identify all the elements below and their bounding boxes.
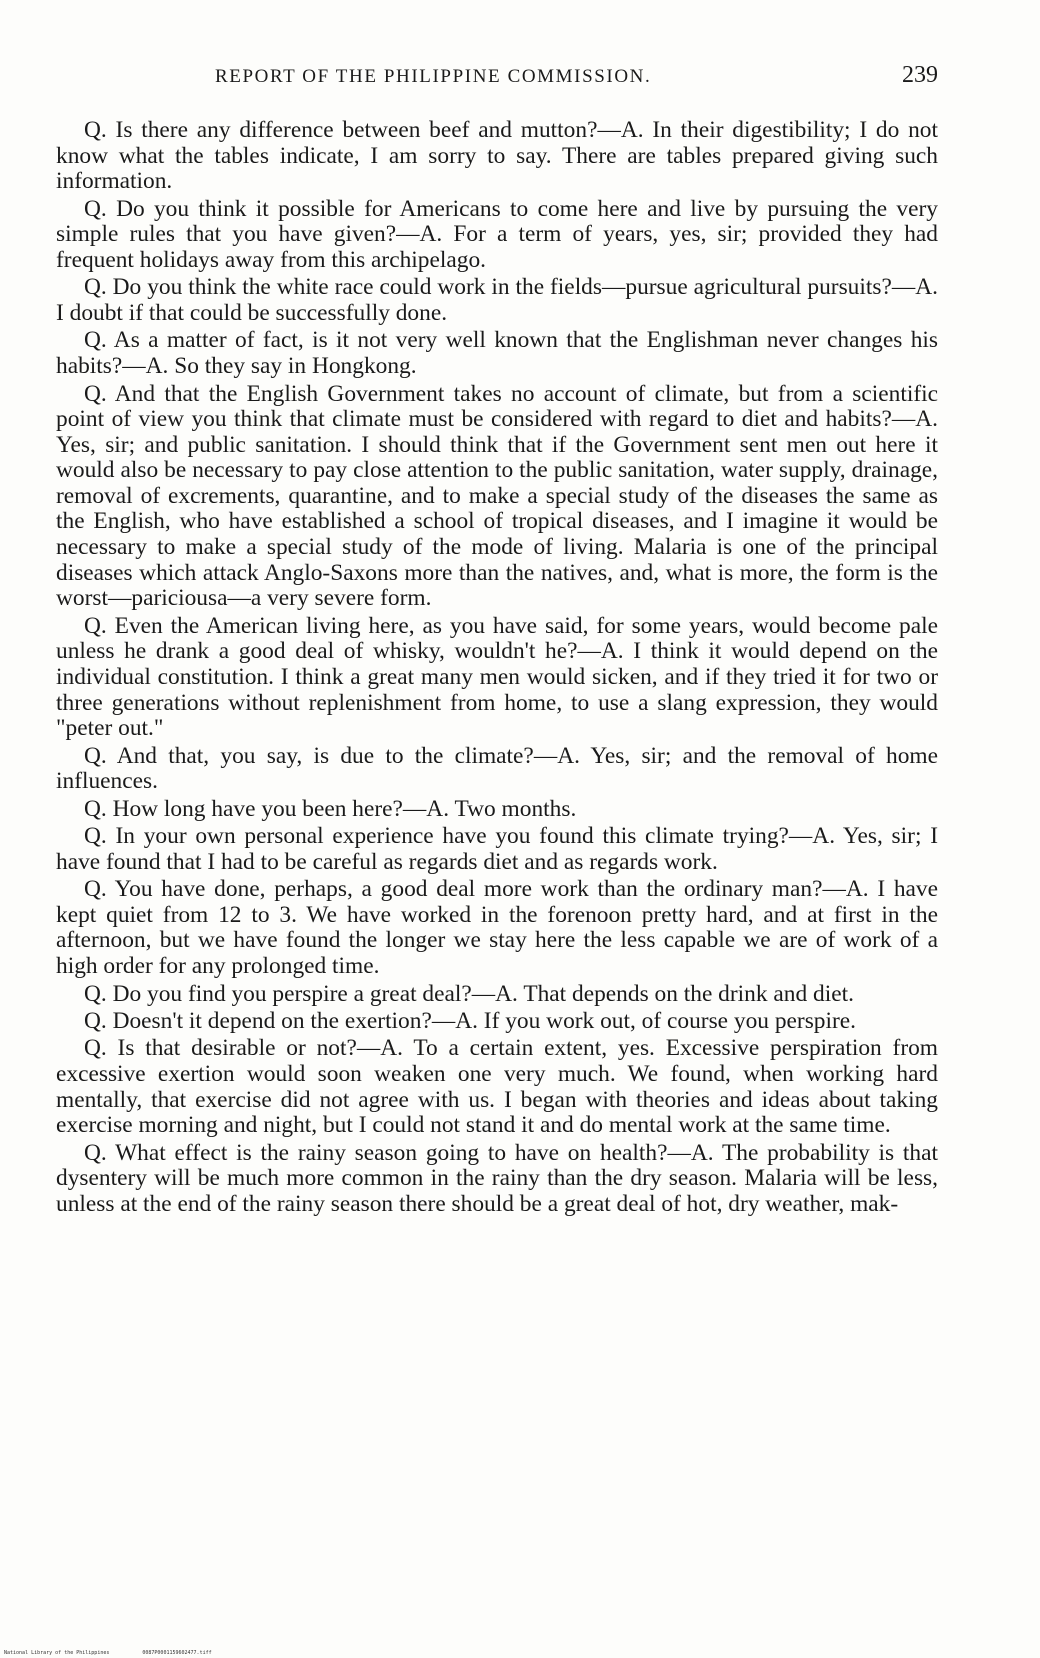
page-number: 239	[902, 62, 938, 88]
paragraph: Q. Doesn't it depend on the exertion?—A. If you work out, of course you perspire.	[84, 1007, 857, 1034]
paragraph: Q. Do you think it possible for Americans to come here and live by pursuing the very simple rules that you have given?—A. For a term of years, yes, sir; provided they had frequent holidays away from this archipelago.	[56, 195, 938, 273]
body-text	[56, 118, 938, 1219]
paragraph: Q. And that, you say, is due to the climate?—A. Yes, sir; and the removal of home influences.	[56, 742, 938, 795]
paragraph: Q. Is that desirable or not?—A. To a certain extent, yes. Excessive perspiration from excessive exertion would soon weaken one very much. We found, when working hard mentally, that exercise did not agree with us. I began with theories and ideas about taking exercise morning and night, but I could not stand it and do mental work at the same time.	[56, 1035, 938, 1139]
paragraph: Q. And that the English Government takes no account of climate, but from a scientific point of view you think that climate must be considered with regard to diet and habits?—A. Yes, sir; and public sanitation. I should think that if the Government sent men out here it would also be necessary to pay close attention to the public sanitation, water supply, drainage, removal of excrements, quarantine, and to make a special study of the diseases the same as the English, who have established a school of tropical diseases, and I imagine it would be necessary to make a special study of the mode of living. Malaria is one of the principal diseases which attack Anglo-Saxons more than the natives, and, what is more, the form is the worst—pariciousa—a very severe form.	[56, 380, 938, 612]
paragraph: Q. You have done, perhaps, a good deal more work than the ordinary man?—A. I have kept quiet from 12 to 3. We have worked in the forenoon pretty hard, and at first in the afternoon, but we have found the longer we stay here the less capable we are of work of a high order for any prolonged time.	[56, 876, 938, 980]
paragraph: Q. Even the American living here, as you have said, for some years, would become pale unless he drank a good deal of whisky, wouldn't he?—A. I think it would depend on the individual constitution. I think a great many men would sicken, and if they tried it for two or three generations without replenishment from home, to use a slang expression, they would "peter out."	[56, 612, 938, 742]
scan-footer	[4, 1650, 242, 1656]
paragraph: Q. How long have you been here?—A. Two months.	[84, 795, 577, 822]
library-credit: National Library of the Philippines	[4, 1650, 110, 1656]
running-head: REPORT OF THE PHILIPPINE COMMISSION.	[215, 66, 652, 87]
paragraph: Q. Do you find you perspire a great deal?—A. That depends on the drink and diet.	[84, 980, 854, 1007]
page-header	[58, 60, 938, 94]
paragraph: Q. As a matter of fact, is it not very well known that the Englishman never changes his habits?—A. So they say in Hongkong.	[56, 327, 938, 380]
paragraph: Q. Is there any difference between beef and mutton?—A. In their digestibility; I do not know what the tables indicate, I am sorry to say. There are tables prepared giving such information.	[56, 117, 938, 195]
paragraph: Q. Do you think the white race could work in the fields—pursue agricultural pursuits?—A. I doubt if that could be successfully done.	[56, 274, 938, 326]
paragraph: Q. In your own personal experience have you found this climate trying?—A. Yes, sir; I have found that I had to be careful as regards diet and as regards work.	[56, 823, 938, 875]
paragraph: Q. What effect is the rainy season going to have on health?—A. The probability is that dysentery will be much more common in the rainy than the dry season. Malaria will be less, unless at the end of the rainy season there should be a great deal of hot, dry weather, mak-	[56, 1139, 938, 1217]
file-id: 0087P0001159602477.tiff	[142, 1650, 212, 1656]
